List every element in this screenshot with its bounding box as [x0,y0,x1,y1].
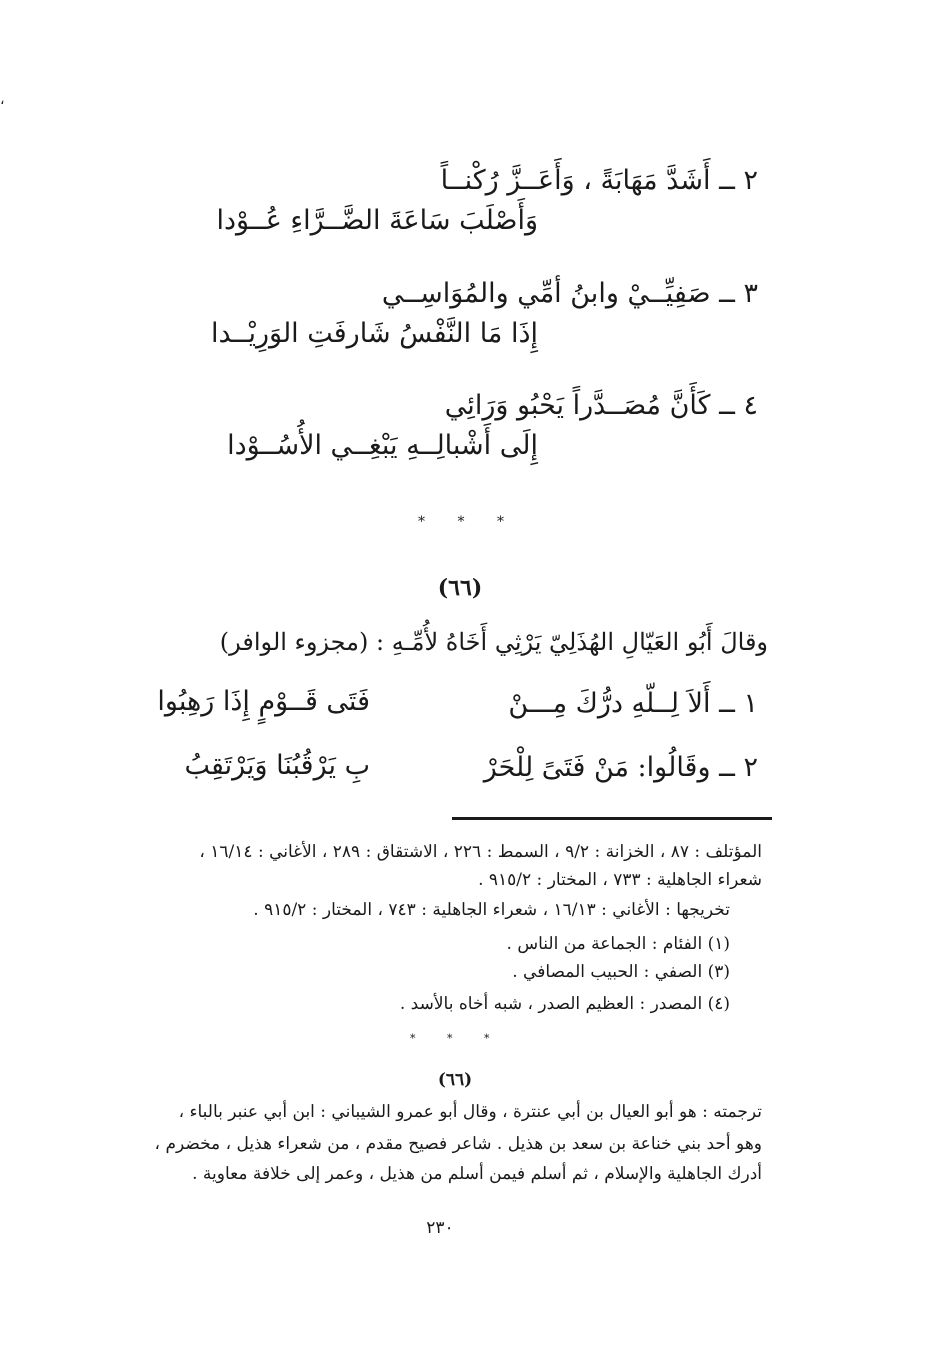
poem66-verse-2-second-hemistich: بِ يَرْقُبُنَا وَيَرْتَقِبُ [184,750,370,781]
footnote-gloss-4: (٤) المصدر : العظيم الصدر ، شبه أخاه بالأسد . [399,994,730,1014]
poem66-verse-1-second-hemistich: فَتَى قَــوْمٍ إِذَا رَهِبُوا [157,686,370,717]
footnote-gloss-3: (٣) الصفي : الحبيب المصافي . [512,962,730,982]
footnote-sources-line-1: المؤتلف : ٨٧ ، الخزانة : ٩/٢ ، السمط : ٢٢٦ ، الاشتقاق : ٢٨٩ ، الأغاني : ١٦/١٤ ، [199,842,762,862]
corner-mark: ، [0,92,5,108]
page-number: ٢٣٠ [426,1218,454,1238]
biography-line-1: ترجمته : هو أبو العيال بن أبي عنترة ، وقال أبو عمرو الشيباني : ابن أبي عنبر بالباء ، [178,1102,762,1122]
verse-2-second-hemistich: وَأَصْلَبَ سَاعَةَ الضَّــرَّاءِ عُــوْدا [216,205,538,236]
verse-2-first-hemistich: ٢ ــ أَشَدَّ مَهَابَةً ، وَأَعَــزَّ رُكْنــاً [440,165,758,196]
poem-number: (٦٦) [437,575,483,601]
verse-4-second-hemistich: إِلَى أَشْبالِــهِ يَبْغِــي الأُسُــوْدا [227,430,538,461]
biography-line-2: وهو أحد بني خناعة بن سعد بن هذيل . شاعر فصيح مقدم ، من شعراء هذيل ، مخضرم ، [154,1134,762,1154]
poem-introduction: وقالَ أَبُو العَيّالِ الهُذَلِيّ يَرْثِي أَخَاهُ لأُمِّـهِ : (مجزوء الوافر) [219,628,768,656]
verse-4-first-hemistich: ٤ ــ كَأَنَّ مُصَــدَّراً يَحْبُو وَرَائِي [444,390,758,421]
footnote-divider [452,817,772,820]
poem66-verse-2-first-hemistich: ٢ ــ وقَالُوا: مَنْ فَتَىً لِلْحَرْ [483,752,758,783]
footnote-separator-stars: * * * [410,1032,504,1045]
footnote-gloss-1: (١) الفئام : الجماعة من الناس . [506,934,730,954]
section-separator-stars: * * * [418,514,518,530]
footnote-takhrij: تخريجها : الأغاني : ١٦/١٣ ، شعراء الجاهلية : ٧٤٣ ، المختار : ٩١٥/٢ . [253,900,730,920]
verse-3-second-hemistich: إِذَا مَا النَّفْسُ شَارفَتِ الوَرِيْــدا [210,318,538,349]
footnote-poem-number: (٦٦) [437,1070,473,1090]
biography-line-3: أدرك الجاهلية والإسلام ، ثم أسلم فيمن أسلم من هذيل ، وعمر إلى خلافة معاوية . [192,1164,762,1184]
poem66-verse-1-first-hemistich: ١ ــ أَلاَ لِــلّهِ درُّكَ مِـــنْ [508,688,758,719]
footnote-sources-line-2: شعراء الجاهلية : ٧٣٣ ، المختار : ٩١٥/٢ . [478,870,762,890]
verse-3-first-hemistich: ٣ ــ صَفِيِّــيْ وابنُ أمِّي والمُوَاسِــي [381,278,758,309]
